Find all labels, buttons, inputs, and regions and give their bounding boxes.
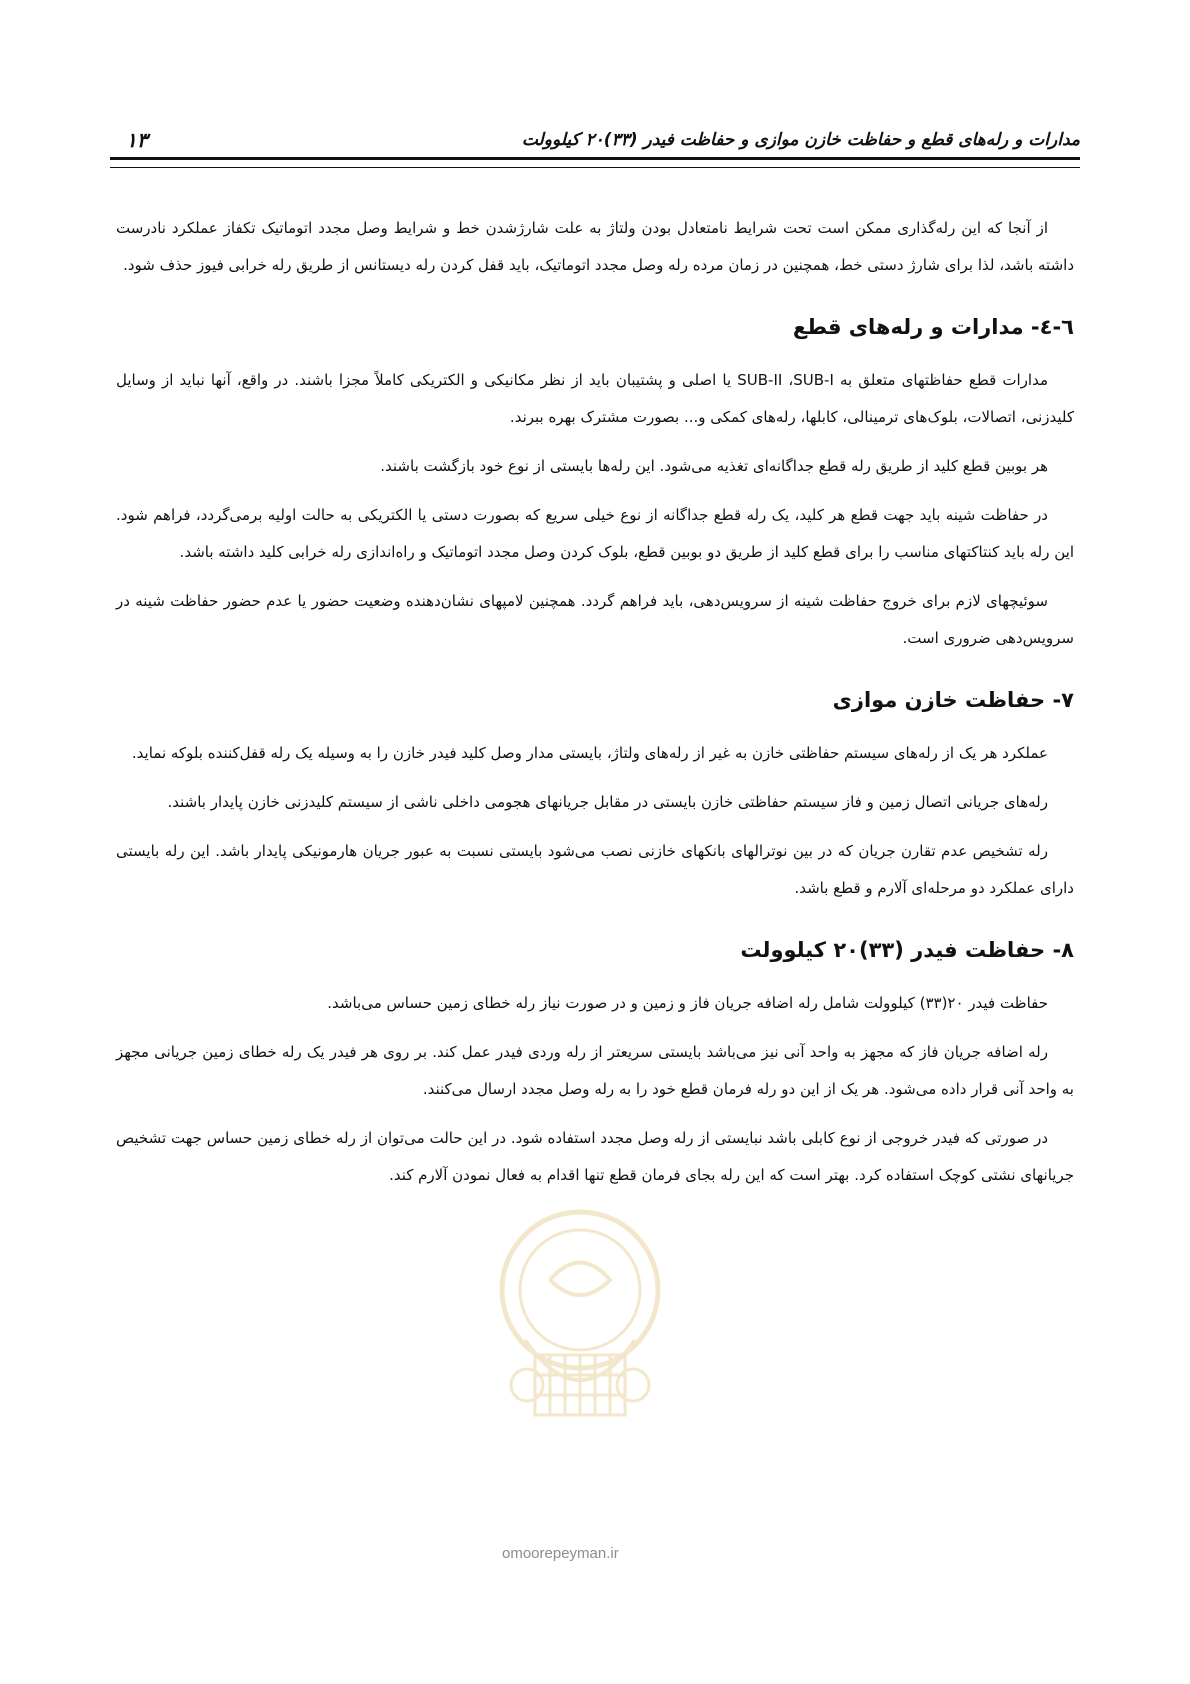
paragraph: عملکرد هر یک از رله‌های سیستم حفاظتی خازن به غیر از رله‌های ولتاژ، بایستی مدار وصل کلید فیدر خازن را به وسیله یک رله قفل‌کننده بلوکه نماید. — [131, 744, 1048, 762]
watermark-seal-logo — [465, 1190, 695, 1470]
paragraph: رله تشخیص عدم تقارن جریان که در بین نوترالهای بانکهای خازنی نصب می‌شود بایستی نسبت به عبور جریان هارمونیکی پایدار باشد. این رله بایستی دارای عملکرد دو مرحله‌ای آلارم و قطع باشد. — [116, 842, 1074, 897]
paragraph: در صورتی که فیدر خروجی از نوع کابلی باشد نبایستی از رله وصل مجدد استفاده شود. در این حالت می‌توان از رله خطای زمین حساس جهت تشخیص جریانهای نشتی کوچک استفاده کرد. بهتر است که این رله بجای فرمان قطع تنها اقدام به فعال نمودن آلارم کند. — [116, 1129, 1074, 1184]
section-heading: ٦-٤- مدارات و رله‌های قطع — [792, 315, 1074, 339]
header-rule — [110, 157, 1080, 168]
paragraph: رله‌های جریانی اتصال زمین و فاز سیستم حفاظتی خازن بایستی در مقابل جریانهای هجومی داخلی ناشی از سیستم کلیدزنی خازن پایدار باشند. — [167, 793, 1048, 811]
section-heading: ۸- حفاظت فیدر (۳۳)۲۰ کیلوولت — [740, 938, 1074, 962]
page-header — [110, 120, 1080, 160]
paragraph: از آنجا که این رله‌گذاری ممکن است تحت شرایط نامتعادل بودن ولتاژ به علت شارژشدن خط و شرایط وصل مجدد اتوماتیک تکفاز عملکرد نادرست داشته باشد، لذا برای شارژ دستی خط، همچنین در زمان مرده رله وصل مجدد اتوماتیک، باید قفل کردن رله دیستانس از طریق رله خرابی فیوز حذف شود. — [116, 219, 1074, 274]
paragraph: هر بوبین قطع کلید از طریق رله قطع جداگانه‌ای تغذیه می‌شود. این رله‌ها بایستی از نوع خود بازگشت باشند. — [380, 457, 1048, 475]
paragraph: سوئیچهای لازم برای خروج حفاظت شینه از سرویس‌دهی، باید فراهم گردد. همچنین لامپهای نشان‌دهنده وضعیت حضور یا عدم حضور حفاظت شینه در سرویس‌دهی ضروری است. — [116, 592, 1074, 647]
running-header-title: مدارات و رله‌های قطع و حفاظت خازن موازی و حفاظت فیدر (۳۳)۲۰ کیلوولت — [521, 130, 1080, 150]
paragraph: رله اضافه جریان فاز که مجهز به واحد آنی نیز می‌باشد بایستی سریعتر از رله وردی فیدر عمل کند. بر روی هر فیدر یک رله خطای زمین جریانی مجهز به واحد آنی قرار داده می‌شود. هر یک از این دو رله فرمان قطع خود را به رله وصل مجدد ارسال می‌کنند. — [116, 1043, 1074, 1098]
section-heading: ۷- حفاظت خازن موازی — [832, 688, 1074, 712]
paragraph: حفاظت فیدر ۲۰(۳۳) کیلوولت شامل رله اضافه جریان فاز و زمین و در صورت نیاز رله خطای زمین حساس می‌باشد. — [327, 994, 1048, 1012]
paragraph: مدارات قطع حفاظتهای متعلق به SUB-II ،SUB-I یا اصلی و پشتیبان باید از نظر مکانیکی و الکتریکی کاملاً مجزا باشند. در واقع، آنها نباید از وسایل کلیدزنی، اتصالات، بلوک‌های ترمینالی، کابلها، رله‌های کمکی و... بصورت مشترک بهره ببرند. — [116, 371, 1074, 426]
watermark-url: omoorepeyman.ir — [502, 1545, 619, 1562]
page-number: ۱۳ — [126, 128, 148, 152]
document-body — [116, 210, 1074, 1206]
paragraph: در حفاظت شینه باید جهت قطع هر کلید، یک رله قطع جداگانه از نوع خیلی سریع که بصورت دستی یا الکتریکی به حالت اولیه برمی‌گردد، فراهم شود. این رله باید کنتاکتهای مناسب را برای قطع کلید از طریق دو بوبین قطع، بلوک کردن وصل مجدد اتوماتیک و راه‌اندازی رله خرابی کلید داشته باشد. — [116, 506, 1074, 561]
